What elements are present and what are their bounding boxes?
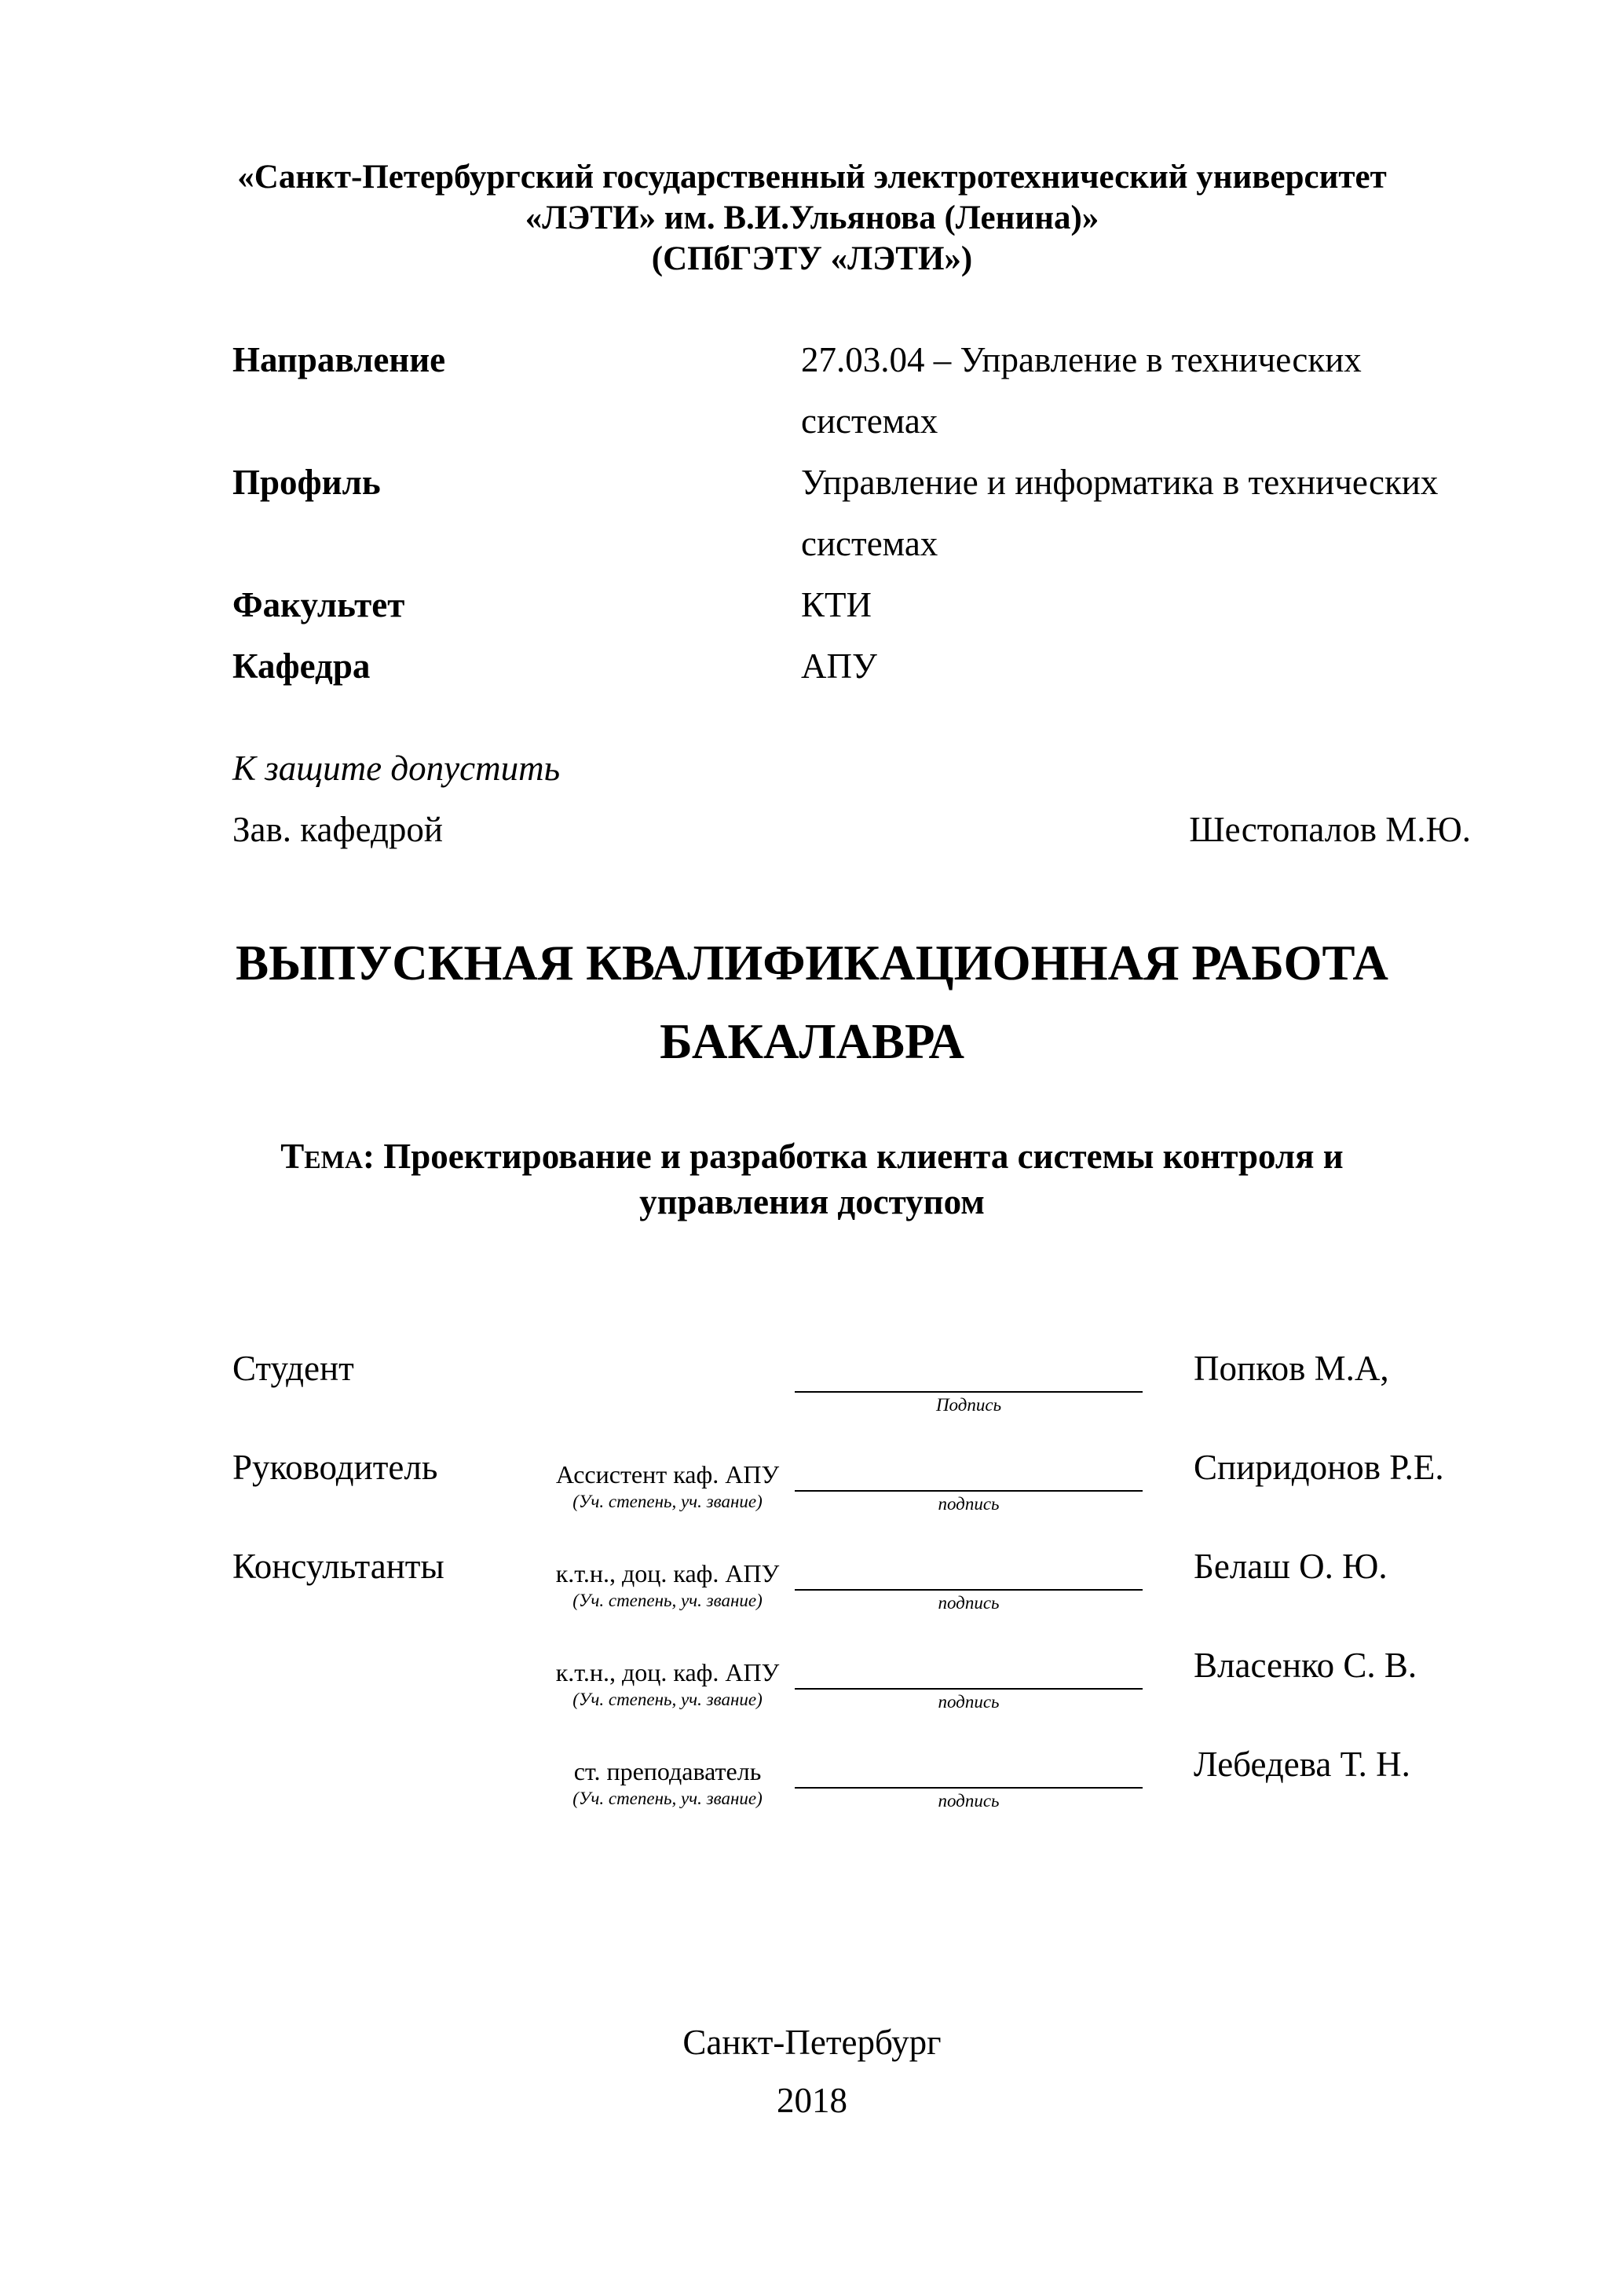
consultant-2-signature-caption: подпись (938, 1692, 1000, 1712)
consultant-3-signature-line (795, 1787, 1143, 1789)
supervisor-position: Ассистент каф. АПУ (555, 1460, 780, 1489)
supervisor-name: Спиридонов Р.Е. (1194, 1448, 1444, 1487)
theme-line-1 (0, 1134, 1624, 1178)
consultant-1-position: к.т.н., доц. каф. АПУ (555, 1559, 780, 1587)
supervisor-signature-caption: подпись (938, 1494, 1000, 1514)
admission-text: К защите допустить (232, 749, 561, 788)
consultant-1-signature-line (795, 1589, 1143, 1591)
work-title-line-2: БАКАЛАВРА (660, 1014, 964, 1069)
consultant-3-name: Лебедева Т. Н. (1194, 1745, 1410, 1784)
consultant-3-signature-caption: подпись (938, 1791, 1000, 1811)
student-role: Студент (232, 1349, 354, 1388)
theme-text-line-2: управления доступом (639, 1182, 985, 1221)
work-title-line-1: ВЫПУСКНАЯ КВАЛИФИКАЦИОННАЯ РАБОТА (236, 936, 1388, 991)
consultant-2-signature-line (795, 1688, 1143, 1690)
footer-year: 2018 (777, 2081, 847, 2120)
supervisor-role: Руководитель (232, 1448, 438, 1487)
university-name-line-1: «Санкт-Петербургский государственный электротехнический университет (237, 159, 1387, 196)
faculty-value: КТИ (801, 585, 872, 624)
student-signature-caption: Подпись (935, 1395, 1002, 1415)
head-of-department-name: Шестопалов М.Ю. (1189, 810, 1471, 849)
consultants-role: Консультанты (232, 1547, 444, 1586)
university-name-line-2: «ЛЭТИ» им. В.И.Ульянова (Ленина)» (525, 200, 1099, 236)
direction-value-line-2: системах (801, 401, 938, 441)
department-value: АПУ (801, 646, 877, 686)
university-abbreviation: (СПбГЭТУ «ЛЭТИ») (651, 240, 973, 277)
direction-value-line-1: 27.03.04 – Управление в технических (801, 340, 1362, 379)
direction-label: Направление (232, 340, 446, 379)
head-of-department-label: Зав. кафедрой (232, 810, 443, 849)
consultant-3-position-hint: (Уч. степень, уч. звание) (572, 1789, 763, 1808)
faculty-label: Факультет (232, 585, 405, 624)
student-signature-line (795, 1391, 1143, 1393)
profile-value-line-2: системах (801, 524, 938, 563)
consultant-1-position-hint: (Уч. степень, уч. звание) (572, 1591, 763, 1610)
supervisor-signature-line (795, 1490, 1143, 1492)
consultant-3-position: ст. преподаватель (573, 1757, 762, 1785)
profile-label: Профиль (232, 463, 381, 502)
footer-city: Санкт-Петербург (682, 2023, 942, 2062)
theme-text-line-1: Проектирование и разработка клиента системы контроля и (383, 1137, 1344, 1176)
consultant-2-name: Власенко С. В. (1194, 1646, 1417, 1685)
department-label: Кафедра (232, 646, 371, 686)
consultant-2-position-hint: (Уч. степень, уч. звание) (572, 1690, 763, 1709)
theme-label: Тема: (280, 1137, 375, 1176)
supervisor-position-hint: (Уч. степень, уч. звание) (572, 1492, 763, 1511)
profile-value-line-1: Управление и информатика в технических (801, 463, 1439, 502)
student-name: Попков М.А, (1194, 1349, 1389, 1388)
consultant-1-signature-caption: подпись (938, 1593, 1000, 1613)
consultant-2-position: к.т.н., доц. каф. АПУ (555, 1658, 780, 1686)
consultant-1-name: Белаш О. Ю. (1194, 1547, 1388, 1586)
